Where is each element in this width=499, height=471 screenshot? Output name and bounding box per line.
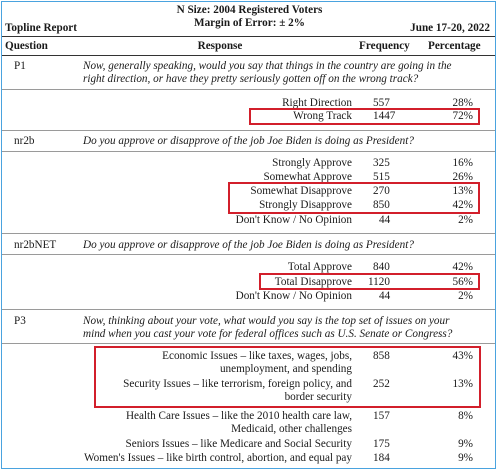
response-label: Total Approve (287, 261, 352, 273)
frequency-value: 840 (373, 261, 390, 273)
response-label: Seniors Issues – like Medicare and Social Security (125, 438, 352, 450)
response-label: border security (284, 391, 352, 403)
frequency-value: 44 (379, 290, 391, 302)
frequency-value: 270 (373, 185, 390, 197)
percentage-value: 13% (452, 185, 473, 197)
column-response: Response (197, 40, 243, 52)
frequency-value: 44 (379, 214, 391, 226)
percentage-value: 56% (452, 276, 473, 288)
percentage-value: 2% (458, 290, 473, 302)
frequency-value: 325 (373, 157, 390, 169)
header-divider-bottom (2, 55, 495, 56)
percentage-value: 8% (458, 410, 473, 422)
response-label: Somewhat Approve (263, 171, 352, 183)
frequency-value: 252 (373, 378, 390, 390)
survey-dates: June 17-20, 2022 (410, 22, 490, 34)
response-label: unemployment, and spending (219, 363, 352, 375)
frequency-value: 557 (373, 97, 390, 109)
column-percentage: Percentage (428, 40, 481, 52)
percentage-value: 2% (458, 214, 473, 226)
question-text: Do you approve or disapprove of the job Joe Biden is doing as President? (83, 239, 414, 251)
question-id: P1 (14, 60, 26, 72)
question-id: nr2bNET (14, 239, 57, 251)
question-id: nr2b (14, 135, 35, 147)
section-divider (2, 254, 495, 255)
highlight-box (259, 273, 480, 290)
question-text: right direction, or have they pretty seriously gotten off on the wrong track? (83, 73, 419, 85)
frequency-value: 175 (373, 438, 390, 450)
percentage-value: 28% (452, 97, 473, 109)
percentage-value: 16% (452, 157, 473, 169)
question-text: Now, thinking about your vote, what would you say is the top set of issues on your (83, 315, 450, 327)
percentage-value: 43% (452, 350, 473, 362)
percentage-value: 42% (452, 261, 473, 273)
report-title: Topline Report (5, 22, 78, 34)
section-divider (2, 343, 495, 344)
highlight-box (249, 108, 480, 125)
margin-of-error: Margin of Error: ± 2% (194, 17, 305, 29)
question-id: P3 (14, 315, 26, 327)
column-question: Question (5, 40, 48, 52)
response-label: Medicaid, other challenges (231, 423, 352, 435)
response-label: Total Disapprove (274, 276, 352, 288)
response-label: Strongly Disapprove (259, 199, 352, 211)
frequency-value: 850 (373, 199, 390, 211)
question-text: Do you approve or disapprove of the job Joe Biden is doing as President? (83, 135, 414, 147)
percentage-value: 13% (452, 378, 473, 390)
frequency-value: 858 (373, 350, 390, 362)
response-label: Don't Know / No Opinion (235, 214, 352, 226)
section-divider (2, 151, 495, 152)
response-label: Security Issues – like terrorism, foreign policy, and (123, 378, 352, 390)
section-divider (2, 130, 495, 131)
response-label: Somewhat Disapprove (250, 185, 352, 197)
section-divider (2, 233, 495, 234)
percentage-value: 9% (458, 438, 473, 450)
response-label: Right Direction (282, 97, 352, 109)
question-text: mind when you cast your vote for federal offices such as U.S. Senate or Congress? (83, 328, 453, 340)
sample-size: N Size: 2004 Registered Voters (176, 4, 323, 16)
response-label: Strongly Approve (272, 157, 352, 169)
percentage-value: 9% (458, 452, 473, 464)
response-label: Economic Issues – like taxes, wages, jobs, (162, 350, 352, 362)
highlight-box (228, 182, 480, 214)
column-frequency: Frequency (359, 40, 410, 52)
frequency-value: 184 (373, 452, 390, 464)
frequency-value: 515 (373, 171, 390, 183)
response-label: Health Care Issues – like the 2010 health care law, (125, 410, 352, 422)
response-label: Women's Issues – like birth control, abortion, and equal pay (83, 452, 352, 464)
frequency-value: 1447 (373, 110, 396, 122)
frequency-value: 157 (373, 410, 390, 422)
frequency-value: 1120 (368, 276, 390, 288)
question-text: Now, generally speaking, would you say that things in the country are going in the (83, 60, 452, 72)
header-divider-top (2, 36, 495, 37)
percentage-value: 42% (452, 199, 473, 211)
response-label: Don't Know / No Opinion (235, 290, 352, 302)
percentage-value: 26% (452, 171, 473, 183)
percentage-value: 72% (452, 110, 473, 122)
section-divider (2, 309, 495, 310)
section-divider (2, 89, 495, 90)
response-label: Wrong Track (293, 110, 352, 122)
